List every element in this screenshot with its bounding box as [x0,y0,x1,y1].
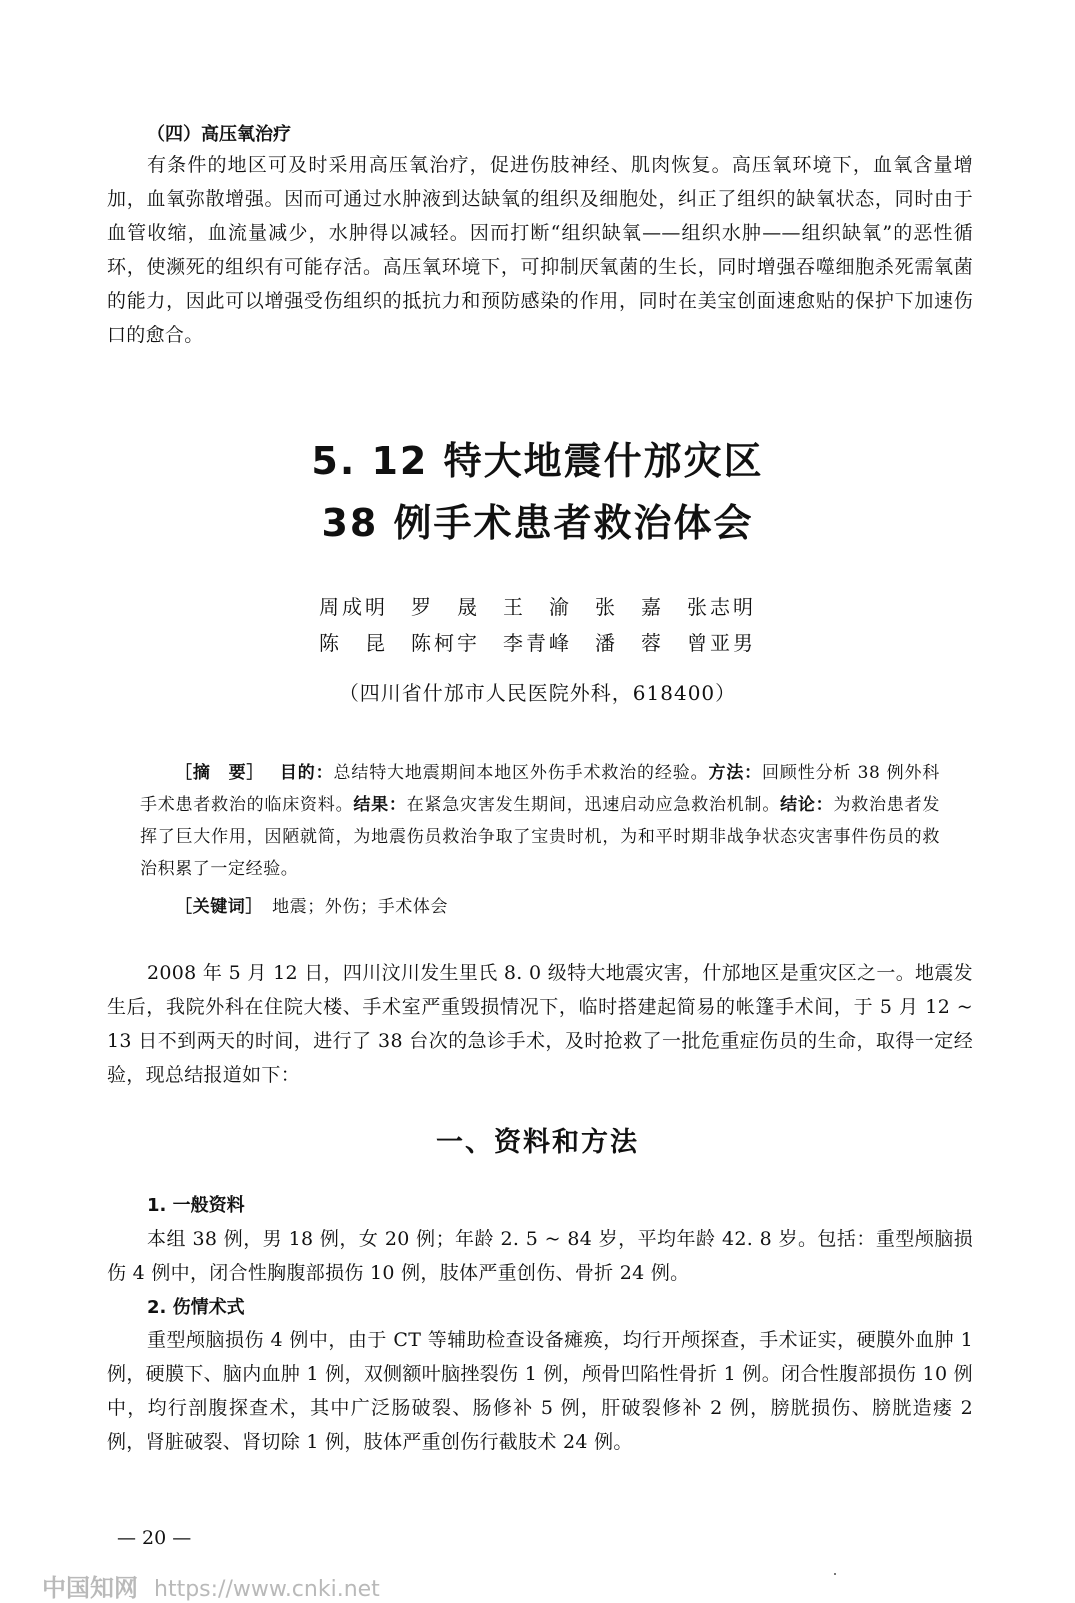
purpose-label: 目的： [279,763,334,783]
page-number: — 20 — [117,1527,192,1549]
hyperbaric-oxygen-paragraph [107,148,973,352]
scan-speck [834,1573,836,1575]
conclusion-text: 为救治患者发挥了巨大作用，因陋就简，为地震伤员救治争取了宝贵时机，为和平时期非战争状态灾害事件伤员的救治积累了一定经验。 [140,795,940,879]
keywords-label: ［关键词］ [175,897,255,917]
paragraph-text: 有条件的地区可及时采用高压氧治疗，促进伤肢神经、肌肉恢复。高压氧环境下，血氧含量增加，血氧弥散增强。因而可通过水肿液到达缺氧的组织及细胞处，纠正了组织的缺氧状态，同时由于血管收缩，血流量减少，水肿得以减轻。因而打断“组织缺氧——组织水肿——组织缺氧”的恶性循环，使濒死的组织有可能存活。高压氧环境下，可抑制厌氧菌的生长，同时增强吞噬细胞杀死需氧菌的能力，因此可以增强受伤组织的抵抗力和预防感染的作用，同时在美宝创面速愈贴的保护下加速伤口的愈合。 [107,154,973,346]
section-heading-materials-methods: 一、资料和方法 [436,1127,639,1158]
purpose-text: 总结特大地震期间本地区外伤手术救治的经验。 [333,763,709,783]
method-text: 回顾性分析 38 例外科手术患者救治的临床资料。 [140,763,940,815]
article-title-line-1: 5. 12 特大地震什邡灾区 [311,439,764,483]
cnki-watermark [42,1568,380,1603]
general-data-paragraph [107,1222,973,1290]
authors-line-2: 陈 昆 陈柯宇 李青峰 潘 蓉 曾亚男 [319,631,756,655]
paragraph-text: 2008 年 5 月 12 日，四川汶川发生里氏 8. 0 级特大地震灾害，什邡地区是重灾区之一。地震发生后，我院外科在住院大楼、手术室严重毁损情况下，临时搭建起简易的帐篷手术间，于 5 月 12 ~ 13 日不到两天的时间，进行了 38 台次的急诊手术，及时抢救了一批危重症伤员的生命，取得一定经验，现总结报道如下： [107,962,973,1086]
result-text: 在紧急灾害发生期间，迅速启动应急救治机制。 [406,795,781,815]
authors-line-1: 周成明 罗 晟 王 渝 张 嘉 张志明 [319,595,756,619]
subsection-heading-injury-surgery: 2. 伤情术式 [147,1297,245,1318]
keywords-text: 地震；外伤；手术体会 [272,897,449,917]
method-label: 方法： [708,763,763,783]
injury-surgery-paragraph [107,1323,973,1459]
result-label: 结果： [353,795,407,815]
conclusion-label: 结论： [780,795,834,815]
subsection-heading-general-data: 1. 一般资料 [147,1195,245,1216]
paragraph-text: 本组 38 例，男 18 例，女 20 例；年龄 2. 5 ~ 84 岁，平均年龄 42. 8 岁。包括：重型颅脑损伤 4 例中，闭合性胸腹部损伤 10 例，肢体严重创伤、骨折 24 例。 [107,1228,973,1284]
section-heading-hyperbaric-oxygen: （四）高压氧治疗 [147,124,291,145]
watermark-url: https://www.cnki.net [154,1577,380,1602]
article-title-line-2: 38 例手术患者救治体会 [321,501,754,545]
abstract-block [140,757,940,885]
abstract-label: ［摘 要］ [175,763,256,783]
affiliation: （四川省什邡市人民医院外科，618400） [338,681,737,705]
watermark-brand: 中国知网 [42,1574,138,1602]
keywords-block [140,891,940,923]
paragraph-text: 重型颅脑损伤 4 例中，由于 CT 等辅助检查设备瘫痪，均行开颅探查，手术证实，硬膜外血肿 1 例，硬膜下、脑内血肿 1 例，双侧额叶脑挫裂伤 1 例，颅骨凹陷性骨折 1 例。闭合性腹部损伤 10 例中，均行剖腹探查术，其中广泛肠破裂、肠修补 5 例，肝破裂修补 2 例，膀胱损伤、膀胱造瘘 2 例，肾脏破裂、肾切除 1 例，肢体严重创伤行截肢术 24 例。 [107,1329,973,1453]
intro-paragraph [107,956,973,1092]
